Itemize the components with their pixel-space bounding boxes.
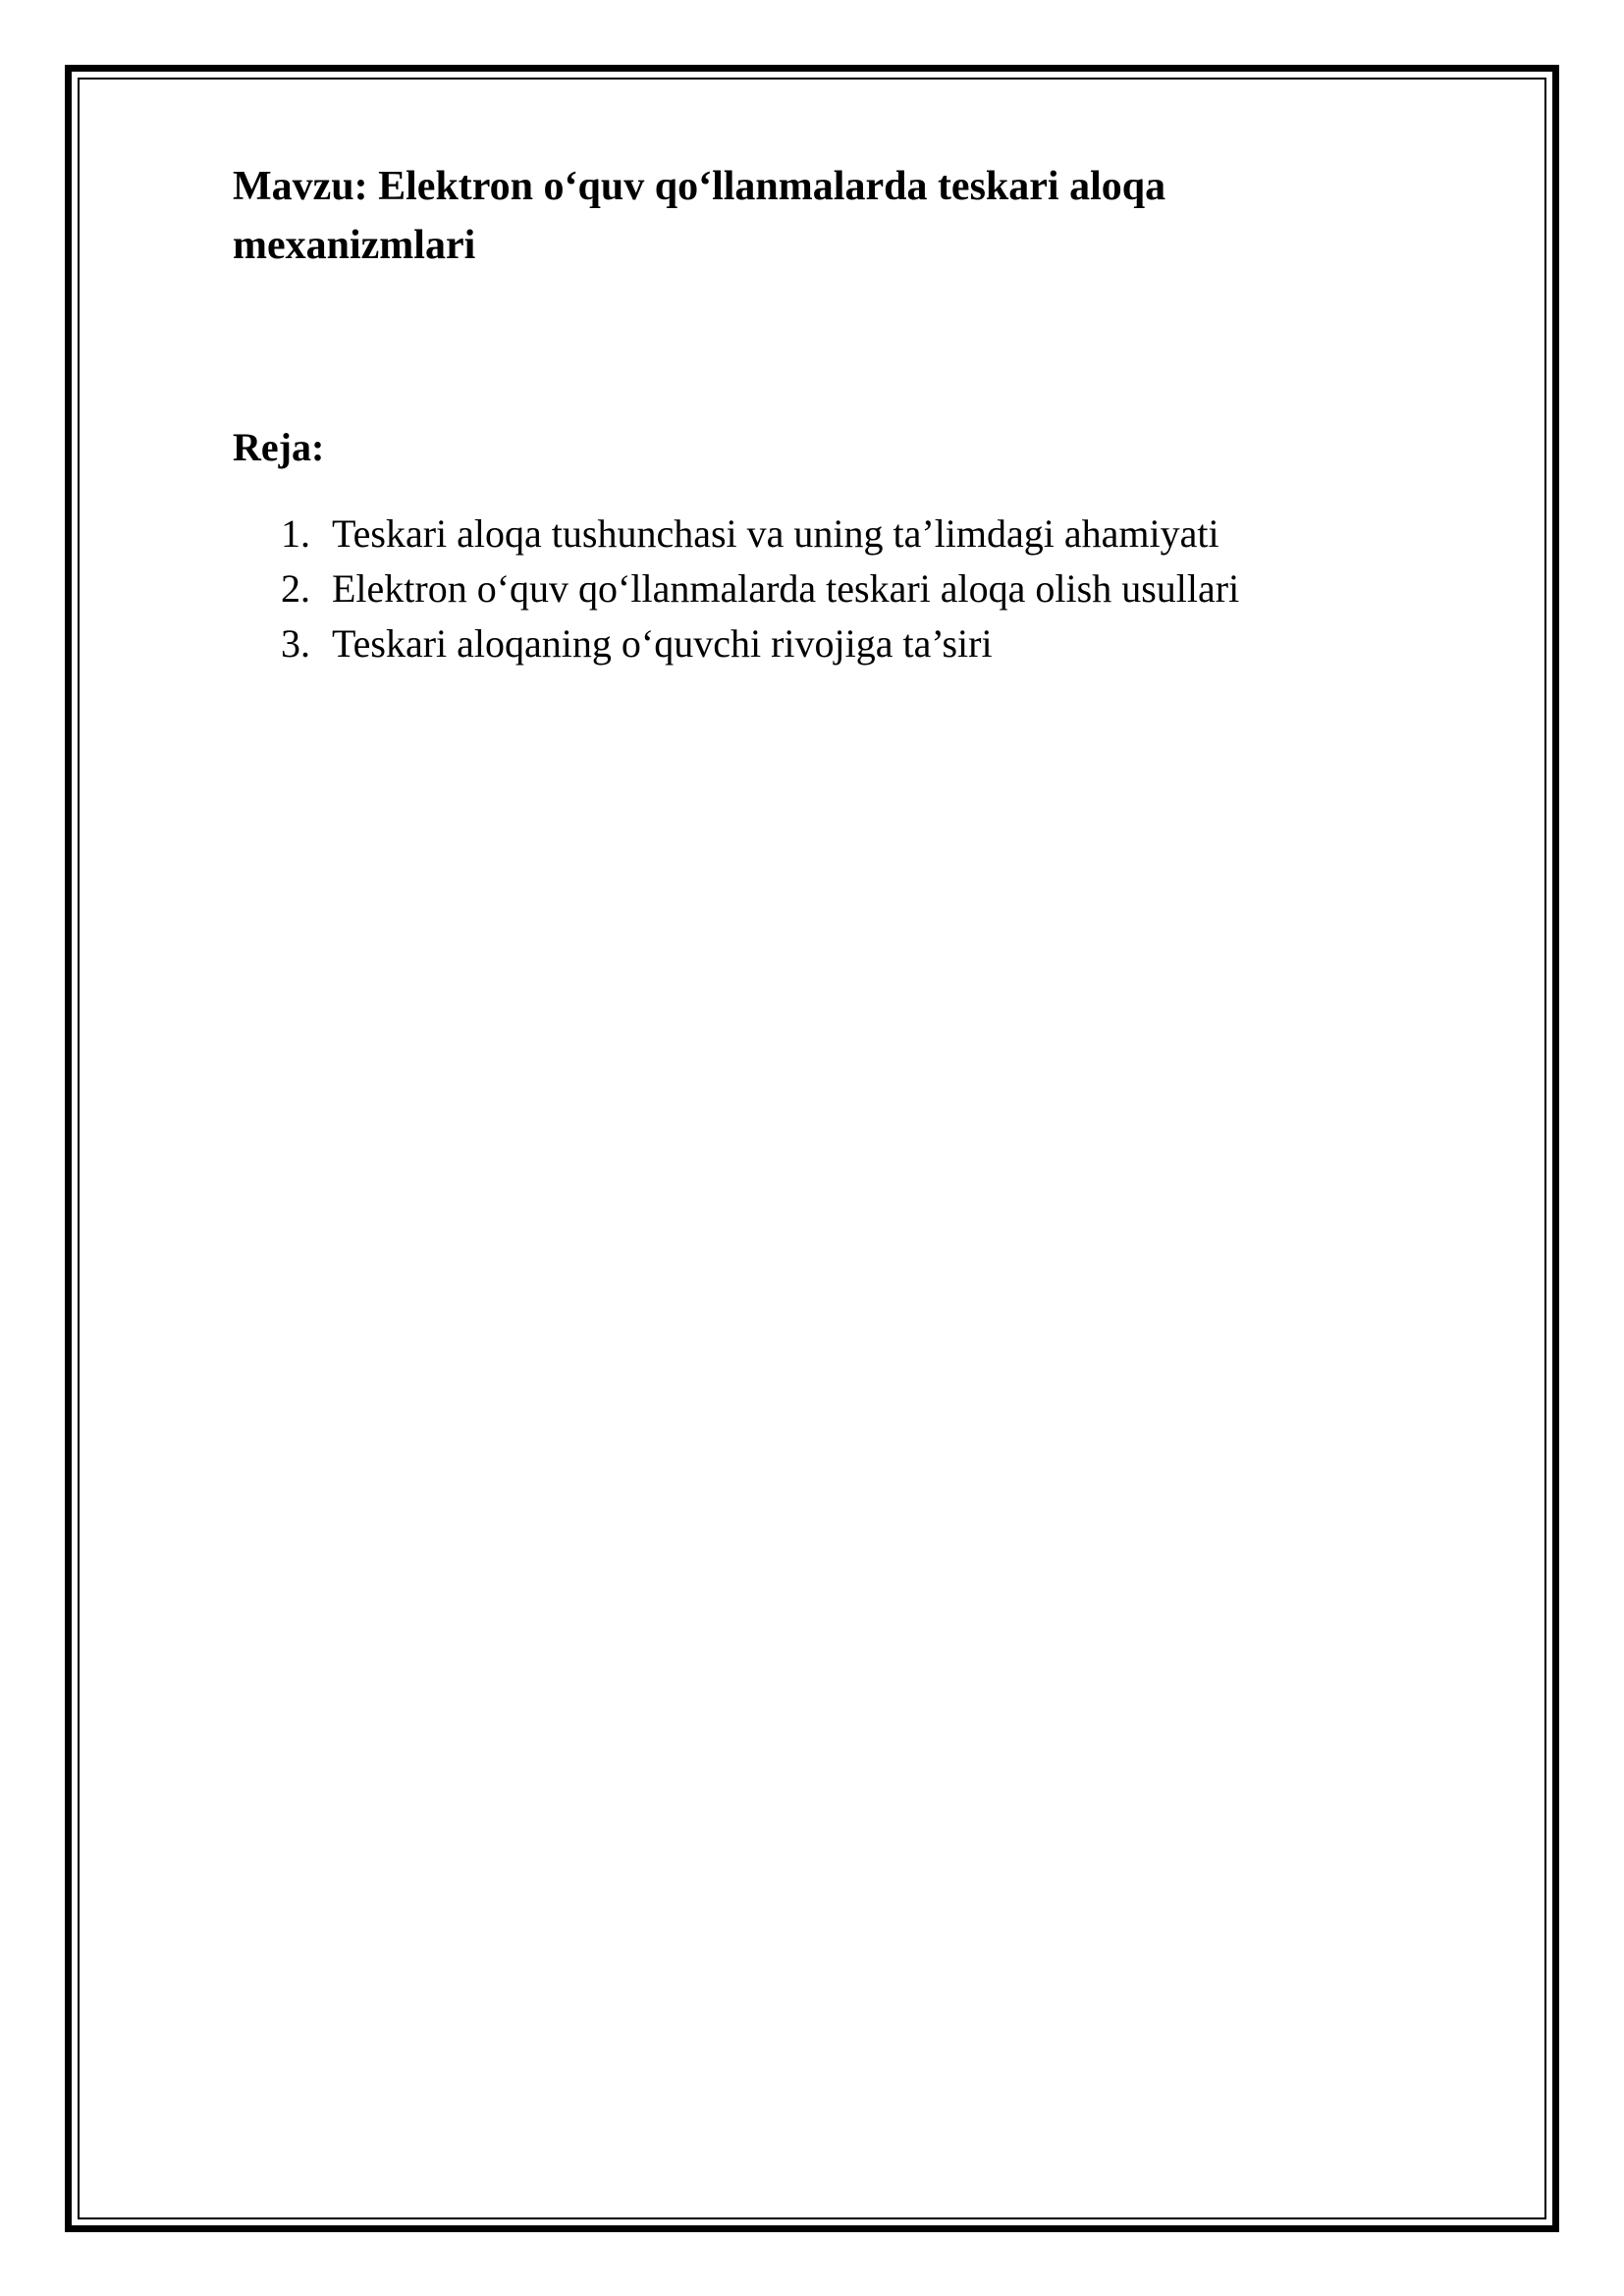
page-border-inner [78,78,1546,2219]
plan-item-text: Elektron o‘quv qo‘llanmalarda teskari aloqa olish usullari [332,566,1240,611]
plan-item-number: 3. [281,621,310,666]
plan-item-text: Teskari aloqaning o‘quvchi rivojiga ta’siri [332,621,993,666]
plan-item-number: 1. [281,511,310,556]
document-title: Mavzu: Elektron o‘quv qo‘llanmalarda teskari aloqa mexanizmlari [233,164,1166,268]
plan-list [281,507,1239,671]
plan-item [281,507,1239,561]
plan-item-text: Teskari aloqa tushunchasi va uning ta’limdagi ahamiyati [332,511,1219,556]
plan-item [281,616,1239,671]
plan-heading: Reja: [233,425,325,469]
plan-item-number: 2. [281,566,310,611]
plan-item [281,561,1239,616]
